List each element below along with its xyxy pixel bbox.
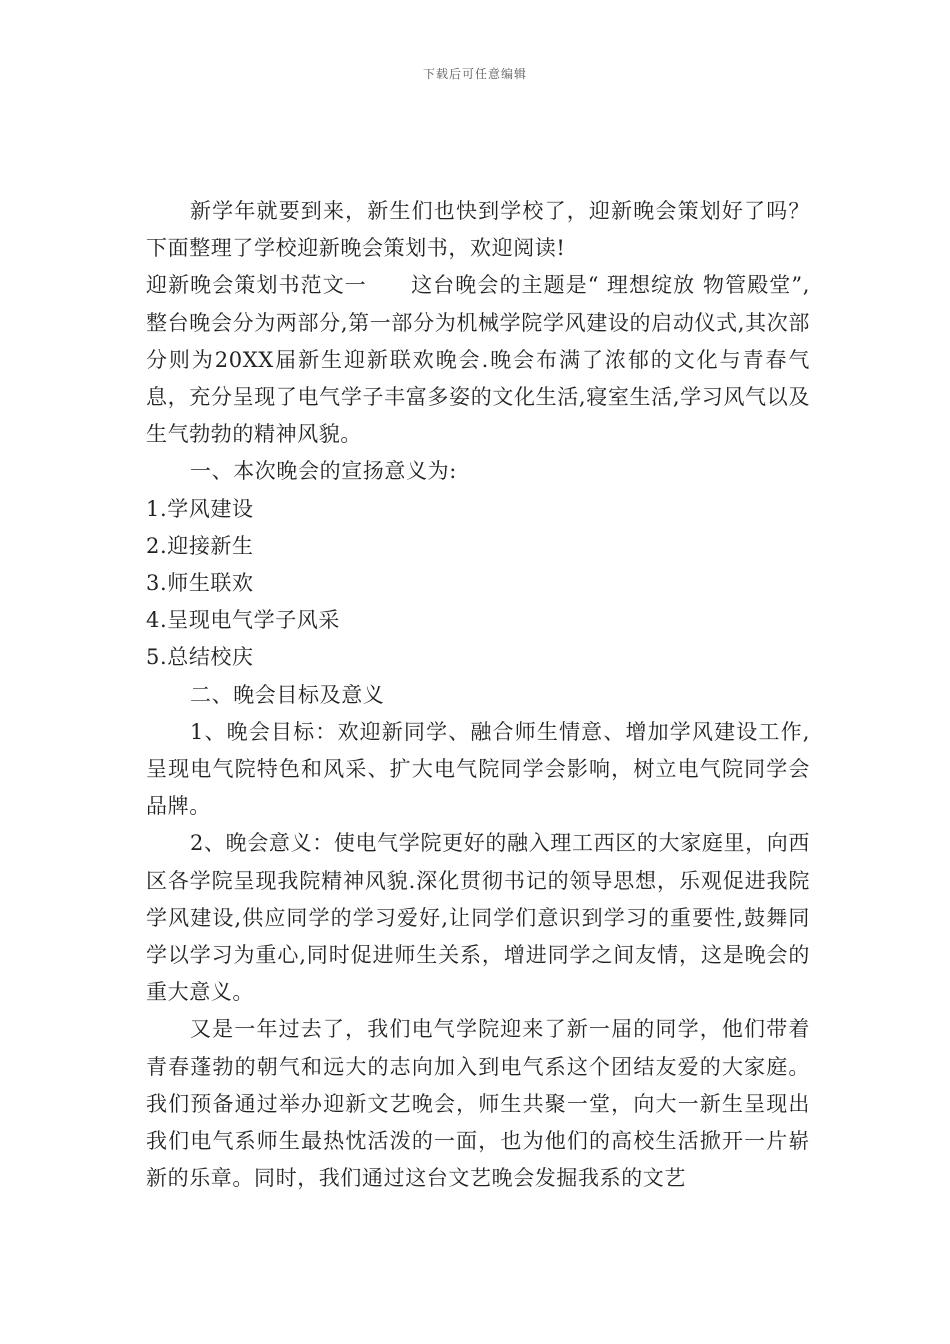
list-item: 5.总结校庆 — [146, 645, 254, 670]
section-heading: 一、本次晚会的宣扬意义为: — [190, 459, 457, 484]
intro-paragraph: 新学年就要到来，新生们也快到学校了，迎新晚会策划好了吗？下面整理了学校迎新晚会策划书，欢迎阅读! — [146, 199, 810, 261]
section-heading: 二、晚会目标及意义 — [190, 682, 385, 707]
list-item: 1.学风建设 — [146, 496, 254, 521]
document-body — [146, 193, 810, 1197]
plan-intro-paragraph: 迎新晚会策划书范文一 这台晚会的主题是“ 理想绽放 物管殿堂”,整台晚会分为两部分,第一部分为机械学院学风建设的启动仪式,其次部分则为20XX届新生迎新联欢晚会.晚会布满了浓郁的文化与青春气息，充分呈现了电气学子丰富多姿的文化生活,寝室生活,学习风气以及生气勃勃的精神风貌。 — [146, 273, 810, 447]
closing-paragraph: 又是一年过去了，我们电气学院迎来了新一届的同学，他们带着青春蓬勃的朝气和远大的志向加入到电气系这个团结友爱的大家庭。我们预备通过举办迎新文艺晚会，师生共聚一堂，向大一新生呈现出我们电气系师生最热忱活泼的一面，也为他们的高校生活掀开一片崭新的乐章。同时，我们通过这台文艺晚会发掘我系的文艺 — [146, 1017, 810, 1191]
meaning-paragraph: 2、晚会意义：使电气学院更好的融入理工西区的大家庭里，向西区各学院呈现我院精神风貌.深化贯彻书记的领导思想，乐观促进我院学风建设,供应同学的学习爱好,让同学们意识到学习的重要性,鼓舞同学以学习为重心,同时促进师生关系，增进同学之间友情，这是晚会的重大意义。 — [146, 831, 810, 1005]
list-item: 4.呈现电气学子风采 — [146, 608, 341, 633]
page-header: 下载后可任意编辑 — [422, 67, 527, 81]
list-item: 2.迎接新生 — [146, 533, 254, 558]
goal-paragraph: 1、晚会目标：欢迎新同学、融合师生情意、增加学风建设工作,呈现电气院特色和风采、扩大电气院同学会影响，树立电气院同学会品牌。 — [146, 719, 810, 819]
list-item: 3.师生联欢 — [146, 571, 254, 596]
